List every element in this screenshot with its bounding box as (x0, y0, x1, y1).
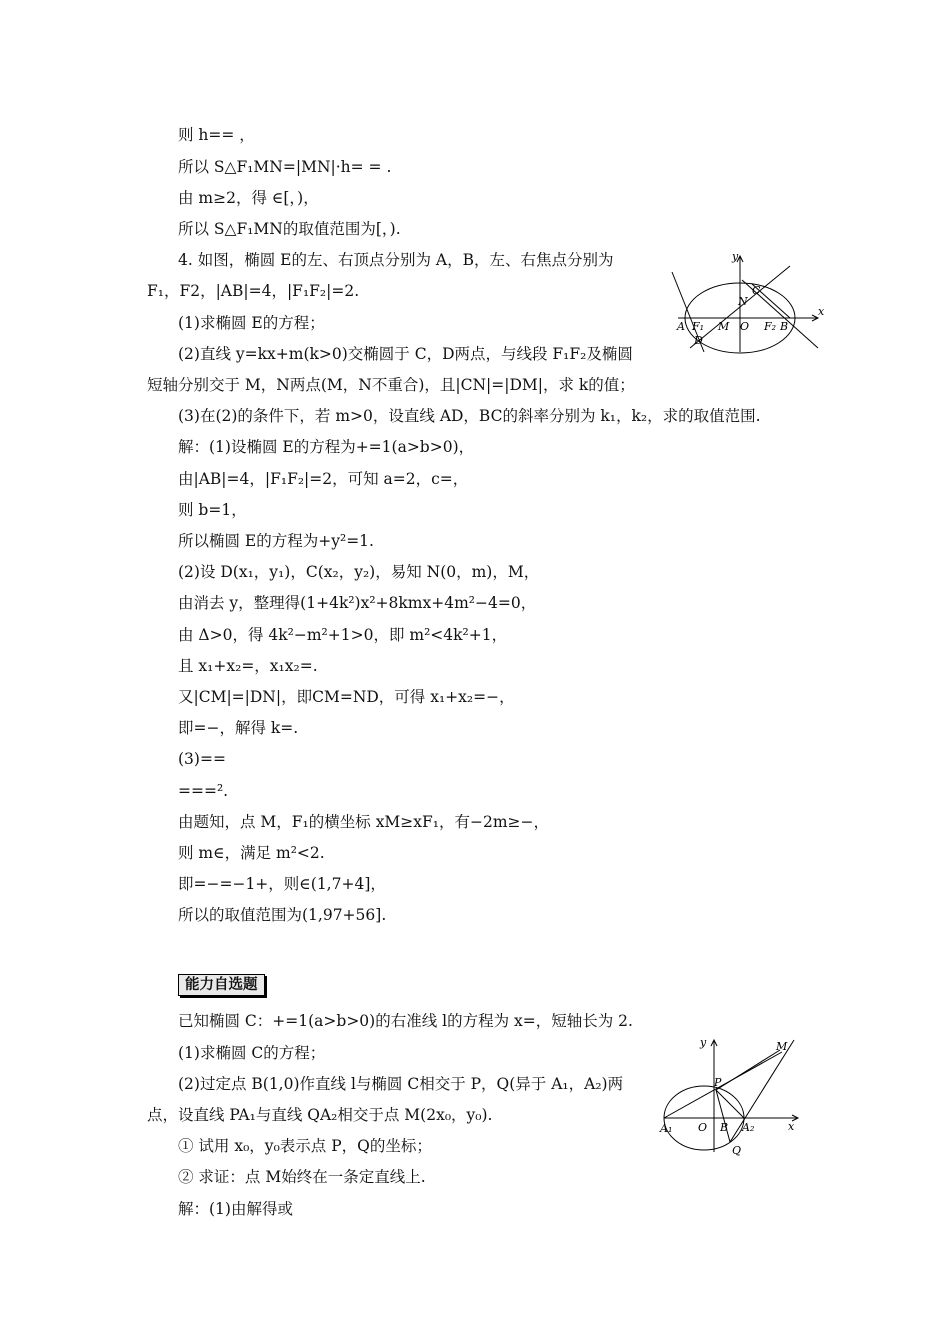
ellipse-figure-2 (658, 1034, 804, 1158)
point-f2-label: F₂ (764, 320, 777, 333)
point-b-label: B (780, 320, 789, 333)
text-line: 解：(1)由解得或 (178, 1200, 293, 1218)
text-line: 又|CM|=|DN|，即CM=ND，可得 x₁+x₂=−， (178, 688, 515, 706)
text-line: 由消去 y，整理得(1+4k²)x²+8kmx+4m²−4=0， (178, 594, 537, 612)
ellipse-figure-1 (668, 248, 826, 356)
text-line: 由 m≥2，得 ∈[，)， (178, 189, 319, 207)
text-line: 短轴分别交于 M，N两点(M，N不重合)，且|CN|=|DM|，求 k的值； (147, 376, 635, 394)
text-line: 且 x₁+x₂=，x₁x₂=. (178, 657, 318, 675)
point-q-label: Q (732, 1144, 742, 1157)
text-line: 所以 S△F₁MN=|MN|·h= = . (178, 158, 392, 176)
section-badge: 能力自选题 (178, 974, 265, 996)
text-line: (1)求椭圆 E的方程； (178, 314, 325, 332)
point-a2-label: A₂ (742, 1121, 755, 1134)
text-line: 所以椭圆 E的方程为+y²=1. (178, 532, 374, 550)
text-line: ① 试用 x₀，y₀表示点 P，Q的坐标； (178, 1137, 432, 1155)
problem-4-line: 4. 如图，椭圆 E的左、右顶点分别为 A，B，左、右焦点分别为 (178, 251, 614, 269)
point-m-label: M (776, 1040, 788, 1053)
x-axis-label: x (788, 1120, 795, 1133)
y-axis-label: y (732, 250, 739, 263)
text-line: (3)== (178, 750, 226, 768)
x-axis-label: x (818, 305, 825, 318)
text-line: 所以 S△F₁MN的取值范围为[，). (178, 220, 401, 238)
text-line: (2)过定点 B(1,0)作直线 l与椭圆 C相交于 P，Q(异于 A₁，A₂)两 (178, 1075, 624, 1093)
text-line: 即=−=−1+，则∈(1,7+4]， (178, 875, 386, 893)
text-line: (1)求椭圆 C的方程； (178, 1044, 326, 1062)
point-b-label: B (720, 1121, 729, 1134)
text-line: (3)在(2)的条件下，若 m>0，设直线 AD，BC的斜率分别为 k₁，k₂，求的取值范围. (178, 407, 761, 425)
point-d-label: D (694, 334, 703, 347)
point-n-label: N (738, 295, 748, 308)
point-p-label: P (714, 1076, 722, 1089)
text-line: F₁，F2，|AB|=4，|F₁F₂|=2. (147, 282, 360, 300)
origin-label: O (698, 1121, 708, 1134)
text-line: 则 b=1， (178, 501, 247, 519)
point-f1-label: F₁ (692, 320, 705, 333)
point-a-label: A (677, 320, 685, 333)
point-a1-label: A₁ (660, 1122, 673, 1135)
text-line: 由 Δ>0，得 4k²−m²+1>0，即 m²<4k²+1， (178, 626, 508, 644)
text-line: 则 m∈，满足 m²<2. (178, 844, 325, 862)
y-axis-label: y (700, 1036, 707, 1049)
text-line: (2)设 D(x₁，y₁)，C(x₂，y₂)，易知 N(0，m)，M， (178, 563, 540, 581)
origin-label: O (740, 320, 750, 333)
point-m-label: M (718, 320, 730, 333)
text-line: 则 h== ， (178, 126, 255, 144)
text-line: ② 求证：点 M始终在一条定直线上. (178, 1168, 426, 1186)
text-line: 已知椭圆 C：+=1(a>b>0)的右准线 l的方程为 x=，短轴长为 2. (178, 1012, 633, 1030)
point-c-label: C (752, 284, 761, 297)
text-line: 解：(1)设椭圆 E的方程为+=1(a>b>0)， (178, 438, 475, 456)
text-line: ===². (178, 782, 229, 800)
text-line: 由题知，点 M，F₁的横坐标 xM≥xF₁，有−2m≥−， (178, 813, 550, 831)
text-line: 所以的取值范围为(1,97+56]. (178, 906, 387, 924)
text-line: 点，设直线 PA₁与直线 QA₂相交于点 M(2x₀，y₀). (147, 1106, 493, 1124)
text-line: (2)直线 y=kx+m(k>0)交椭圆于 C，D两点，与线段 F₁F₂及椭圆 (178, 345, 633, 363)
text-line: 由|AB|=4，|F₁F₂|=2，可知 a=2，c=， (178, 470, 469, 488)
text-line: 即=−，解得 k=. (178, 719, 299, 737)
